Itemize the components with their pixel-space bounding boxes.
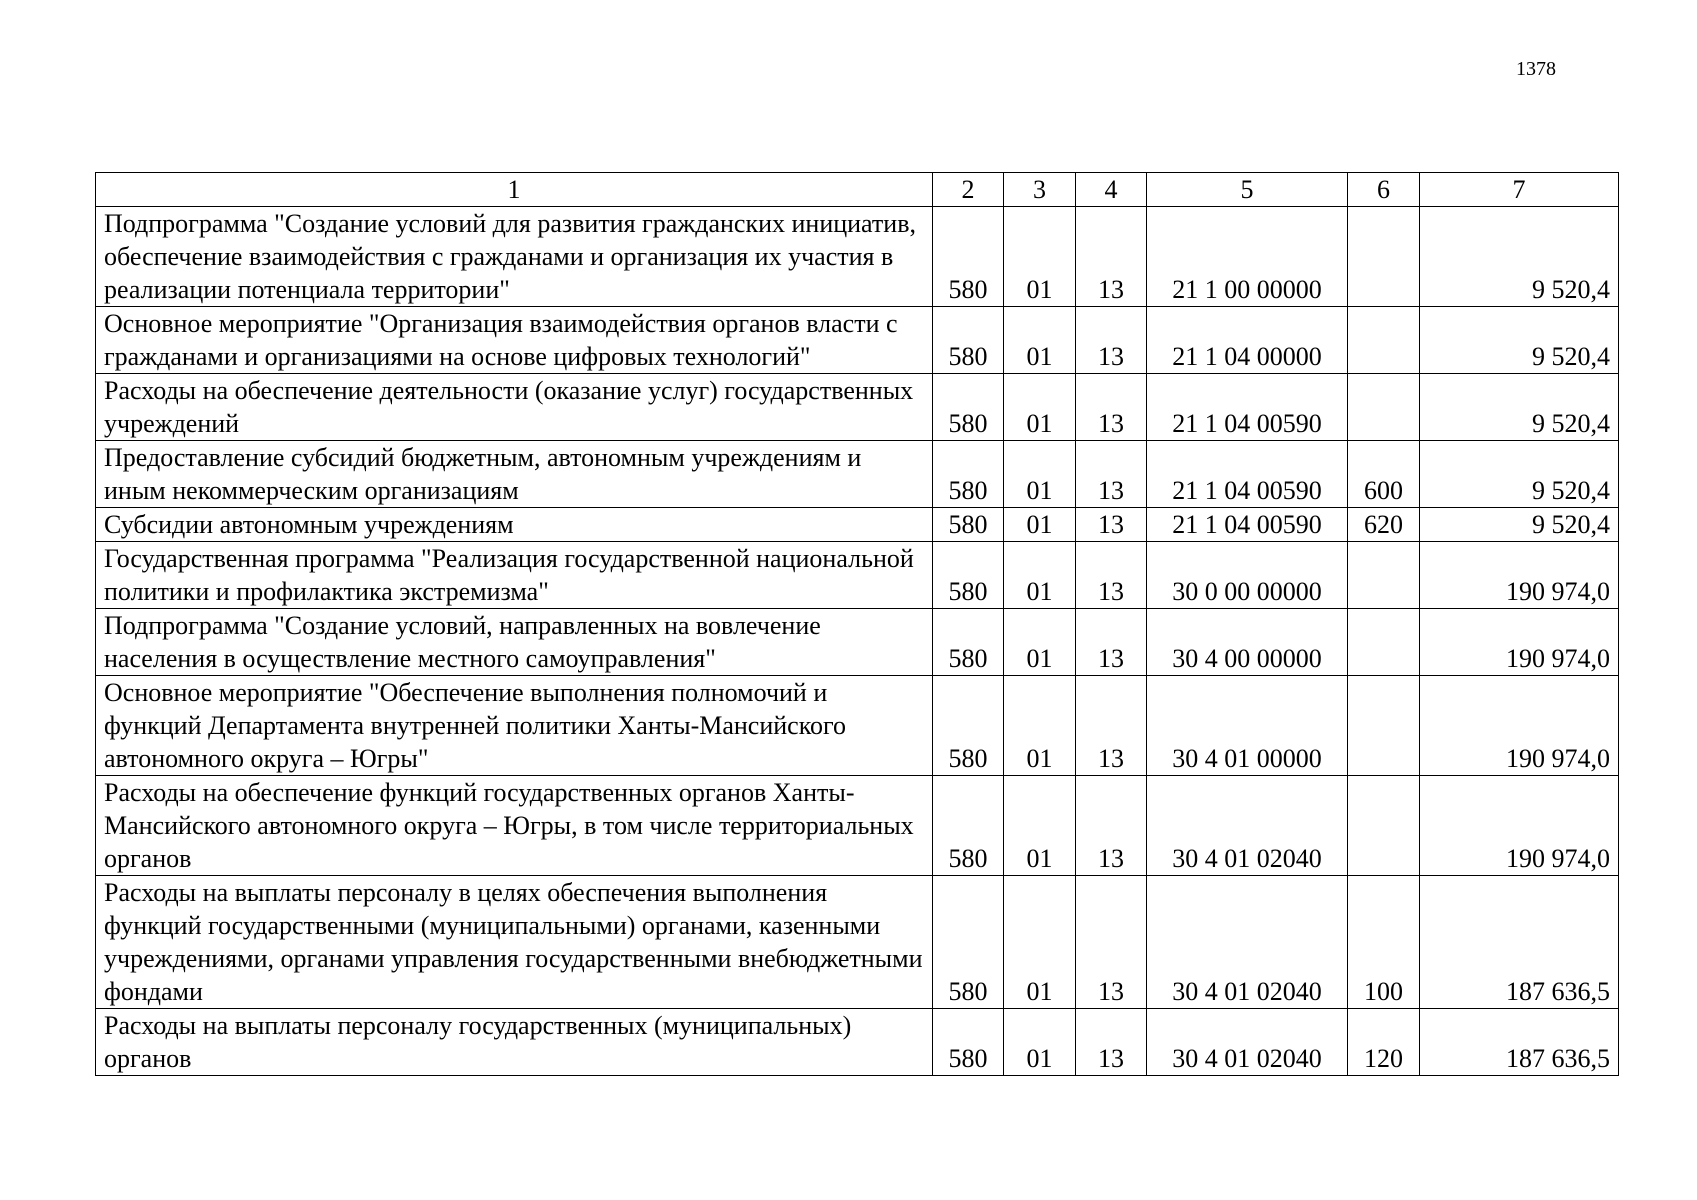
- ministry-code-cell: 580: [933, 609, 1004, 676]
- section-code-cell: 01: [1004, 1009, 1076, 1076]
- target-article-cell: 21 1 04 00590: [1147, 508, 1348, 542]
- table-row: [96, 508, 1619, 542]
- table-row: [96, 776, 1619, 876]
- item-name-cell: Основное мероприятие "Обеспечение выполнения полномочий и функций Департамента внутренней политики Ханты-Мансийского автономного округа – Югры": [96, 676, 933, 776]
- header-cell: 5: [1147, 173, 1348, 207]
- expense-type-cell: [1348, 307, 1420, 374]
- item-name-cell: Основное мероприятие "Организация взаимодействия органов власти с гражданами и организациями на основе цифровых технологий": [96, 307, 933, 374]
- table-row: [96, 207, 1619, 307]
- expense-type-cell: 620: [1348, 508, 1420, 542]
- expense-type-cell: [1348, 676, 1420, 776]
- expense-type-cell: 120: [1348, 1009, 1420, 1076]
- table-row: [96, 374, 1619, 441]
- subsection-code-cell: 13: [1076, 441, 1147, 508]
- expense-type-cell: 600: [1348, 441, 1420, 508]
- ministry-code-cell: 580: [933, 307, 1004, 374]
- ministry-code-cell: 580: [933, 542, 1004, 609]
- subsection-code-cell: 13: [1076, 207, 1147, 307]
- expense-type-cell: [1348, 542, 1420, 609]
- subsection-code-cell: 13: [1076, 307, 1147, 374]
- page-number: 1378: [1516, 58, 1556, 80]
- target-article-cell: 30 4 01 00000: [1147, 676, 1348, 776]
- expense-type-cell: [1348, 374, 1420, 441]
- amount-cell: 9 520,4: [1420, 207, 1619, 307]
- section-code-cell: 01: [1004, 374, 1076, 441]
- ministry-code-cell: 580: [933, 374, 1004, 441]
- section-code-cell: 01: [1004, 876, 1076, 1009]
- item-name-cell: Государственная программа "Реализация государственной национальной политики и профилактика экстремизма": [96, 542, 933, 609]
- table-row: [96, 307, 1619, 374]
- item-name-cell: Подпрограмма "Создание условий, направленных на вовлечение населения в осуществление местного самоуправления": [96, 609, 933, 676]
- ministry-code-cell: 580: [933, 1009, 1004, 1076]
- header-cell: 7: [1420, 173, 1619, 207]
- amount-cell: 190 974,0: [1420, 542, 1619, 609]
- amount-cell: 187 636,5: [1420, 1009, 1619, 1076]
- target-article-cell: 21 1 00 00000: [1147, 207, 1348, 307]
- subsection-code-cell: 13: [1076, 676, 1147, 776]
- table-body: [96, 207, 1619, 1076]
- section-code-cell: 01: [1004, 609, 1076, 676]
- header-row: [96, 173, 1619, 207]
- amount-cell: 9 520,4: [1420, 307, 1619, 374]
- amount-cell: 190 974,0: [1420, 609, 1619, 676]
- target-article-cell: 30 4 01 02040: [1147, 1009, 1348, 1076]
- item-name-cell: Расходы на выплаты персоналу государственных (муниципальных) органов: [96, 1009, 933, 1076]
- expense-type-cell: [1348, 207, 1420, 307]
- subsection-code-cell: 13: [1076, 609, 1147, 676]
- item-name-cell: Расходы на выплаты персоналу в целях обеспечения выполнения функций государственными (муниципальными) органами, казенными учреждениями, органами управления государственными внебюджетными фондами: [96, 876, 933, 1009]
- amount-cell: 187 636,5: [1420, 876, 1619, 1009]
- ministry-code-cell: 580: [933, 441, 1004, 508]
- section-code-cell: 01: [1004, 776, 1076, 876]
- ministry-code-cell: 580: [933, 776, 1004, 876]
- amount-cell: 9 520,4: [1420, 374, 1619, 441]
- item-name-cell: Субсидии автономным учреждениям: [96, 508, 933, 542]
- item-name-cell: Подпрограмма "Создание условий для развития гражданских инициатив, обеспечение взаимодействия с гражданами и организация их участия в реализации потенциала территории": [96, 207, 933, 307]
- section-code-cell: 01: [1004, 207, 1076, 307]
- ministry-code-cell: 580: [933, 876, 1004, 1009]
- header-cell: 3: [1004, 173, 1076, 207]
- item-name-cell: Расходы на обеспечение деятельности (оказание услуг) государственных учреждений: [96, 374, 933, 441]
- header-cell: 1: [96, 173, 933, 207]
- target-article-cell: 30 4 01 02040: [1147, 876, 1348, 1009]
- subsection-code-cell: 13: [1076, 374, 1147, 441]
- subsection-code-cell: 13: [1076, 542, 1147, 609]
- subsection-code-cell: 13: [1076, 776, 1147, 876]
- target-article-cell: 30 0 00 00000: [1147, 542, 1348, 609]
- section-code-cell: 01: [1004, 307, 1076, 374]
- table-row: [96, 1009, 1619, 1076]
- target-article-cell: 30 4 00 00000: [1147, 609, 1348, 676]
- ministry-code-cell: 580: [933, 508, 1004, 542]
- header-cell: 2: [933, 173, 1004, 207]
- table-row: [96, 542, 1619, 609]
- ministry-code-cell: 580: [933, 207, 1004, 307]
- expense-type-cell: [1348, 609, 1420, 676]
- section-code-cell: 01: [1004, 542, 1076, 609]
- table-row: [96, 441, 1619, 508]
- table-row: [96, 609, 1619, 676]
- target-article-cell: 21 1 04 00590: [1147, 441, 1348, 508]
- target-article-cell: 21 1 04 00590: [1147, 374, 1348, 441]
- section-code-cell: 01: [1004, 441, 1076, 508]
- amount-cell: 190 974,0: [1420, 676, 1619, 776]
- target-article-cell: 30 4 01 02040: [1147, 776, 1348, 876]
- amount-cell: 9 520,4: [1420, 508, 1619, 542]
- subsection-code-cell: 13: [1076, 508, 1147, 542]
- amount-cell: 9 520,4: [1420, 441, 1619, 508]
- subsection-code-cell: 13: [1076, 876, 1147, 1009]
- header-cell: 6: [1348, 173, 1420, 207]
- item-name-cell: Предоставление субсидий бюджетным, автономным учреждениям и иным некоммерческим организациям: [96, 441, 933, 508]
- table-row: [96, 676, 1619, 776]
- expense-type-cell: 100: [1348, 876, 1420, 1009]
- section-code-cell: 01: [1004, 676, 1076, 776]
- section-code-cell: 01: [1004, 508, 1076, 542]
- expense-type-cell: [1348, 776, 1420, 876]
- amount-cell: 190 974,0: [1420, 776, 1619, 876]
- item-name-cell: Расходы на обеспечение функций государственных органов Ханты-Мансийского автономного округа – Югры, в том числе территориальных органов: [96, 776, 933, 876]
- table-row: [96, 876, 1619, 1009]
- budget-table: [95, 172, 1619, 1076]
- subsection-code-cell: 13: [1076, 1009, 1147, 1076]
- header-cell: 4: [1076, 173, 1147, 207]
- ministry-code-cell: 580: [933, 676, 1004, 776]
- target-article-cell: 21 1 04 00000: [1147, 307, 1348, 374]
